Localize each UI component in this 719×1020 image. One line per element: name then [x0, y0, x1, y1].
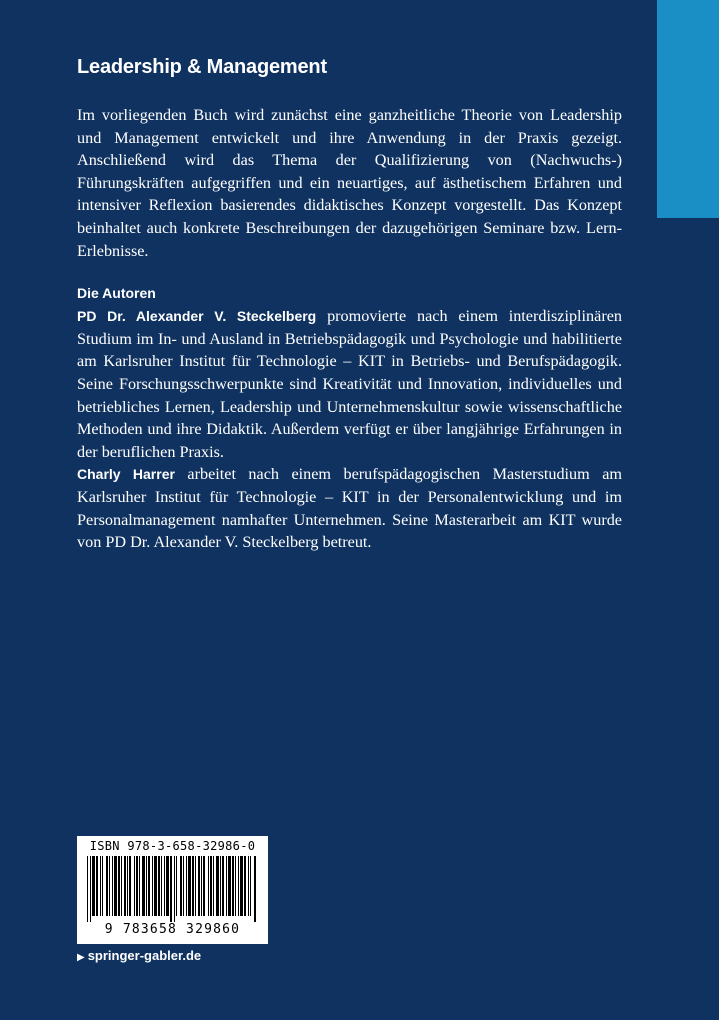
author-name-1: PD Dr. Alexander V. Steckelberg	[77, 308, 317, 325]
barcode-bar	[235, 856, 236, 916]
barcode-bar	[114, 856, 117, 916]
barcode-bar	[90, 856, 91, 922]
barcode-bar	[170, 856, 172, 922]
barcode-bar	[226, 856, 227, 916]
ean-digits: 9 783658 329860	[104, 922, 241, 937]
barcode-bar	[213, 856, 214, 916]
barcode-bar	[244, 856, 246, 916]
barcode-bar	[158, 856, 160, 916]
back-cover-content	[77, 52, 622, 554]
barcode-bar	[154, 856, 157, 916]
publisher-url: springer-gabler.de	[87, 948, 202, 963]
accent-bar	[657, 0, 719, 218]
barcode-bar	[106, 856, 108, 916]
barcode-bar	[139, 856, 140, 916]
barcode-bars	[85, 856, 260, 922]
barcode-bar	[201, 856, 202, 916]
barcode-bar	[176, 856, 177, 916]
barcode-bar	[148, 856, 150, 916]
barcode-bar	[146, 856, 147, 916]
barcode-bar	[166, 856, 169, 916]
barcode-bar	[186, 856, 187, 916]
publisher-link[interactable]	[77, 946, 201, 968]
barcode-bar	[96, 856, 98, 916]
author-bio-text-2: arbeitet nach einem berufspädagogischen Masterstudium am Karlsruher Institut für Technologie – KIT in der Personalentwicklung und im Personalmanagement namhafter Unternehmen. Seine Masterarbeit am KIT wurde von PD Dr. Alexander V. Steckelberg betreut.	[77, 465, 622, 552]
barcode-bar	[127, 856, 128, 916]
barcode-bar	[174, 856, 175, 922]
barcode-bar	[183, 856, 184, 916]
barcode-bar	[129, 856, 131, 916]
barcode-bar	[220, 856, 221, 916]
barcode-bar	[118, 856, 120, 916]
barcode-bar	[134, 856, 135, 916]
barcode-bar	[121, 856, 122, 916]
intro-paragraph: Im vorliegenden Buch wird zunächst eine ganzheitliche Theorie von Leadership und Management entwickelt und ihre Anwendung in der Praxis gezeigt. Anschließend wird das Thema der Qualifizierung von (Nachwuchs-) Führungskräften aufgegriffen und ein neuartiges, auf ästhetischem Erfahren und intensiver Reflexion basierendes didaktisches Konzept vorgestellt. Das Konzept beinhaltet auch konkrete Beschreibungen der dazugehörigen Seminare bzw. Lern-Erlebnisse.	[77, 106, 622, 260]
barcode-bar	[142, 856, 145, 916]
barcode-bar	[136, 856, 138, 916]
barcode-bar	[240, 856, 243, 916]
barcode-bar	[248, 856, 249, 916]
authors-heading: Die Autoren	[77, 285, 156, 302]
barcode-bar	[100, 856, 101, 916]
barcode-bar	[188, 856, 191, 916]
isbn-text: ISBN 978-3-658-32986-0	[89, 839, 256, 853]
barcode-bar	[152, 856, 153, 916]
barcode-bar	[180, 856, 182, 916]
barcode-bar	[222, 856, 224, 916]
isbn-barcode	[77, 836, 268, 944]
barcode-bar	[112, 856, 113, 916]
barcode-bar	[109, 856, 110, 916]
barcode-bar	[232, 856, 234, 916]
barcode-bar	[216, 856, 219, 916]
book-series-heading: Leadership & Management	[77, 56, 327, 78]
barcode-bar	[210, 856, 212, 916]
barcode-bar	[102, 856, 103, 916]
barcode-bar	[228, 856, 231, 916]
barcode-bar	[198, 856, 200, 916]
barcode-bar	[161, 856, 162, 916]
barcode-bar	[195, 856, 196, 916]
barcode-bar	[164, 856, 165, 916]
barcode-bar	[250, 856, 251, 916]
author-bio-1	[77, 305, 622, 463]
barcode-bar	[87, 856, 88, 922]
author-bio-2	[77, 463, 622, 553]
barcode-bar	[124, 856, 126, 916]
barcode-bar	[192, 856, 194, 916]
author-name-2: Charly Harrer	[77, 466, 175, 483]
barcode-bar	[208, 856, 209, 916]
barcode-bar	[238, 856, 239, 916]
barcode-bar	[203, 856, 205, 916]
triangle-right-icon: ▶	[77, 952, 85, 963]
barcode-bar	[92, 856, 95, 916]
author-bio-text-1: promovierte nach einem interdisziplinären Studium im In- und Ausland in Betriebspädagogik und Psychologie und habilitierte am Karlsruher Institut für Technologie – KIT in Betriebs- und Berufspädagogik. Seine Forschungsschwerpunkte sind Kreativität und Innovation, individuelles und betriebliches Lernen, Leadership und Unternehmenskultur sowie wissenschaftliche Methoden und ihre Didaktik. Außerdem verfügt er über langjährige Erfahrungen in der beruflichen Praxis.	[77, 307, 622, 461]
barcode-bar	[254, 856, 256, 922]
